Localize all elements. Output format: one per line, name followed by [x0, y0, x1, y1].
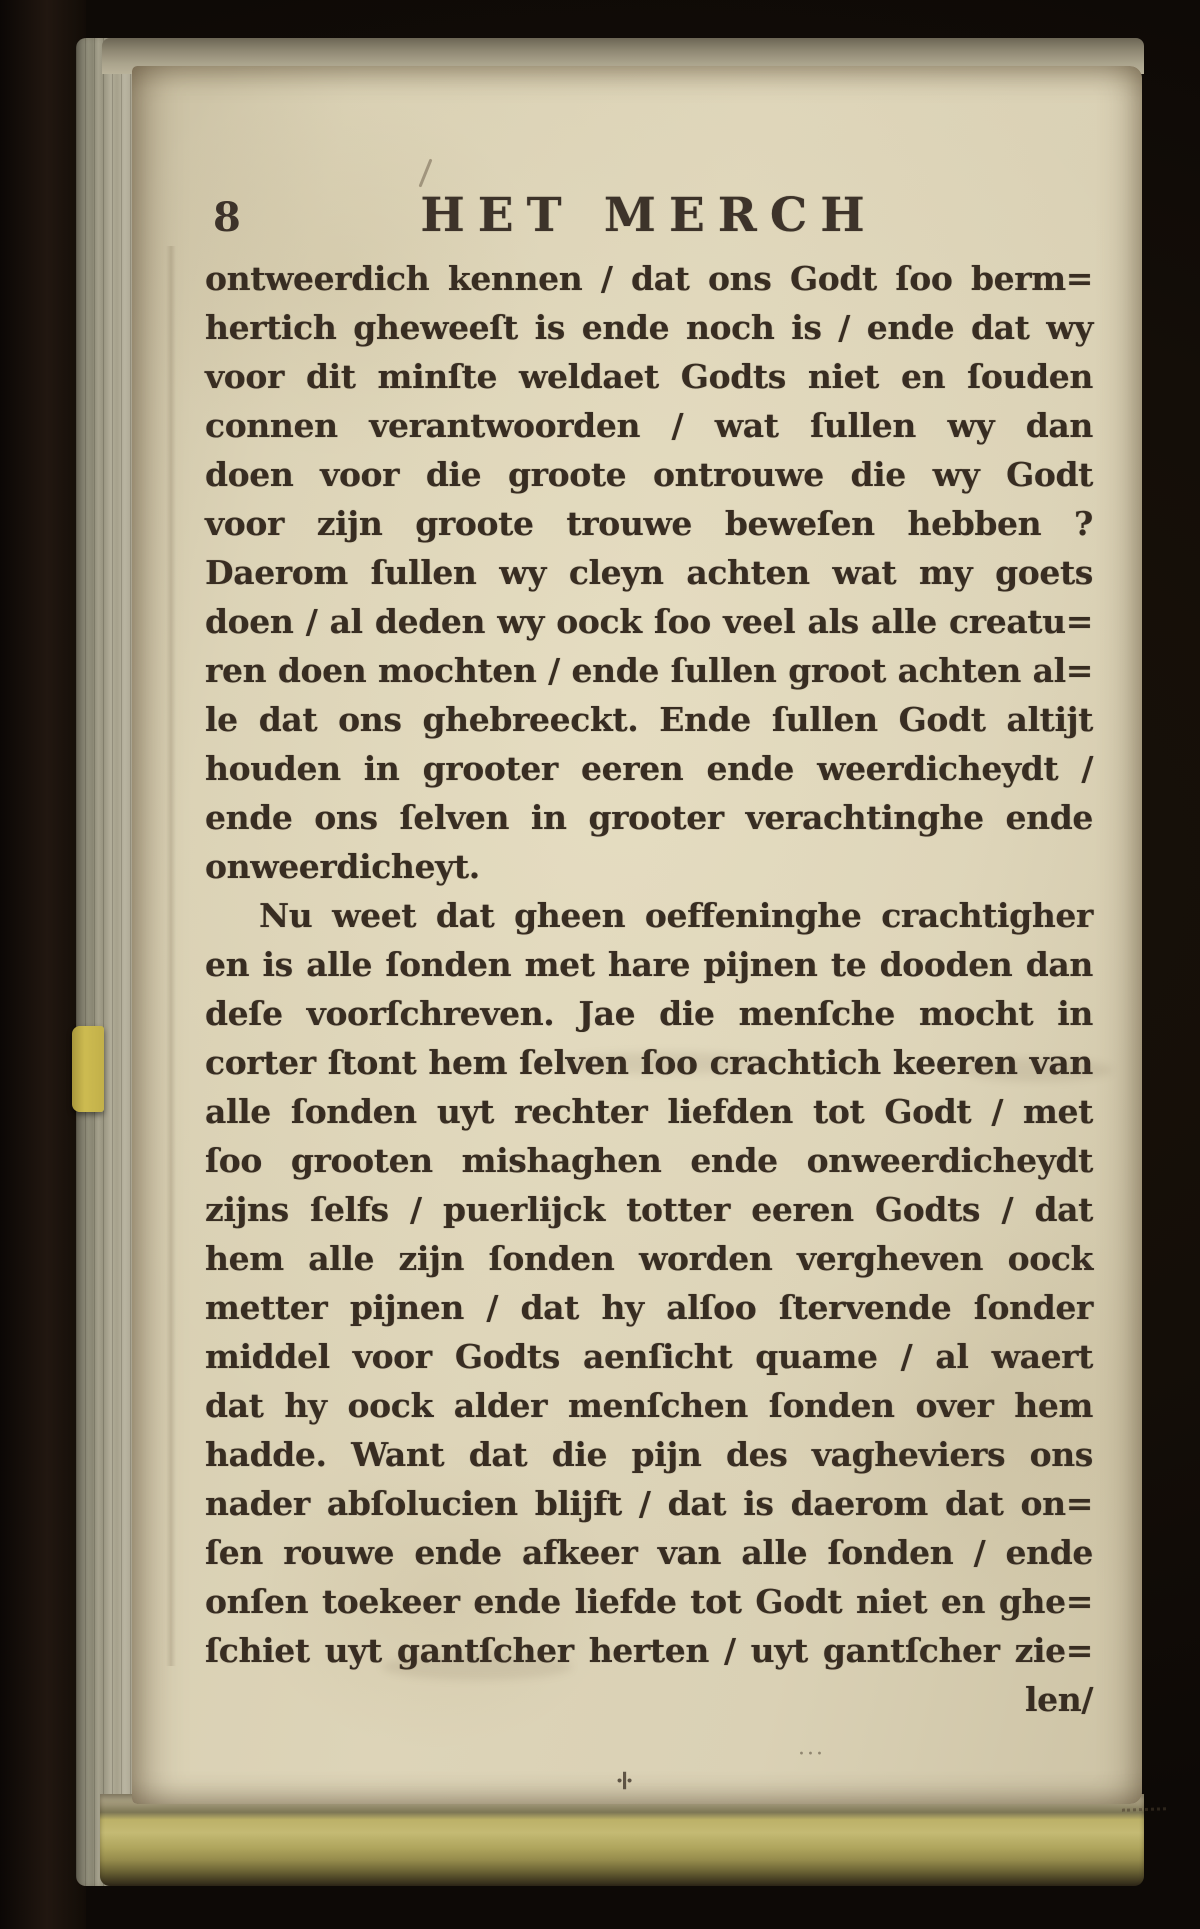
text-line: metter pijnen / dat hy alſoo ſtervende ſonder [205, 1288, 1093, 1327]
text-line: alle ſonden uyt rechter liefden tot Godt / met [205, 1092, 1093, 1131]
catchword-underline-mark [1122, 1807, 1166, 1812]
text-line: onweerdicheyt. [205, 847, 480, 886]
ink-dots-mark: ··· [798, 1742, 825, 1767]
page-edges-left [76, 38, 138, 1886]
text-line: doen voor die groote ontrouwe die wy Godt [205, 455, 1093, 494]
page-content [132, 66, 1142, 1804]
text-line: Daerom ſullen wy cleyn achten wat my goets [205, 553, 1093, 592]
text-line: hadde. Want dat die pijn des vagheviers ons [205, 1435, 1093, 1474]
text-line: corter ſtont hem ſelven ſoo crachtich keeren van [205, 1043, 1093, 1082]
text-line: en is alle ſonden met hare pijnen te dooden dan [205, 945, 1093, 984]
page-header [205, 188, 1093, 246]
text-line: ende ons ſelven in grooter verachtinghe ende [205, 798, 1093, 837]
text-line: le dat ons ghebreeckt. Ende ſullen Godt altijt [205, 700, 1093, 739]
scanned-page [132, 66, 1142, 1804]
page-edges-bottom [100, 1794, 1144, 1886]
text-line: ſoo grooten mishaghen ende onweerdicheydt [205, 1141, 1093, 1180]
page-number: 8 [213, 194, 242, 241]
text-line: zijns ſelfs / puerlijck totter eeren Godts / dat [205, 1190, 1093, 1229]
text-line: ſen rouwe ende afkeer van alle ſonden / ende [205, 1533, 1093, 1572]
text-line: len/ [1025, 1680, 1093, 1719]
text-line: deſe voorſchreven. Jae die menſche mocht in [205, 994, 1093, 1033]
text-line: dat hy oock alder menſchen ſonden over hem [205, 1386, 1093, 1425]
text-line: middel voor Godts aenſicht quame / al waert [205, 1337, 1093, 1376]
text-line: Nu weet dat gheen oeffeninghe crachtigher [259, 896, 1093, 935]
spine-shadow [0, 0, 86, 1929]
text-line: voor zijn groote trouwe beweſen hebben ? [205, 504, 1093, 543]
text-line: onſen toekeer ende liefde tot Godt niet en ghe= [205, 1582, 1093, 1621]
text-line: doen / al deden wy oock ſoo veel als alle creatu= [205, 602, 1093, 641]
text-line: houden in grooter eeren ende weerdicheydt / [205, 749, 1093, 788]
text-line: ontweerdich kennen / dat ons Godt ſoo berm= [205, 259, 1093, 298]
text-line: ren doen mochten / ende ſullen groot achten al= [205, 651, 1093, 690]
text-line: hertich gheweeſt is ende noch is / ende dat wy [205, 308, 1093, 347]
leaf-tab [72, 1026, 104, 1112]
text-line: hem alle zijn ſonden worden vergheven oock [205, 1239, 1093, 1278]
printers-ornament: ÷ [609, 1768, 643, 1793]
running-title: HET MERCH [420, 188, 878, 243]
text-line: ſchiet uyt gantſcher herten / uyt gantſcher zie= [205, 1631, 1093, 1670]
text-line: connen verantwoorden / wat ſullen wy dan [205, 406, 1093, 445]
text-block [205, 254, 1093, 1724]
text-line: nader abſolucien blijft / dat is daerom dat on= [205, 1484, 1093, 1523]
text-line: voor dit minſte weldaet Godts niet en ſouden [205, 357, 1093, 396]
